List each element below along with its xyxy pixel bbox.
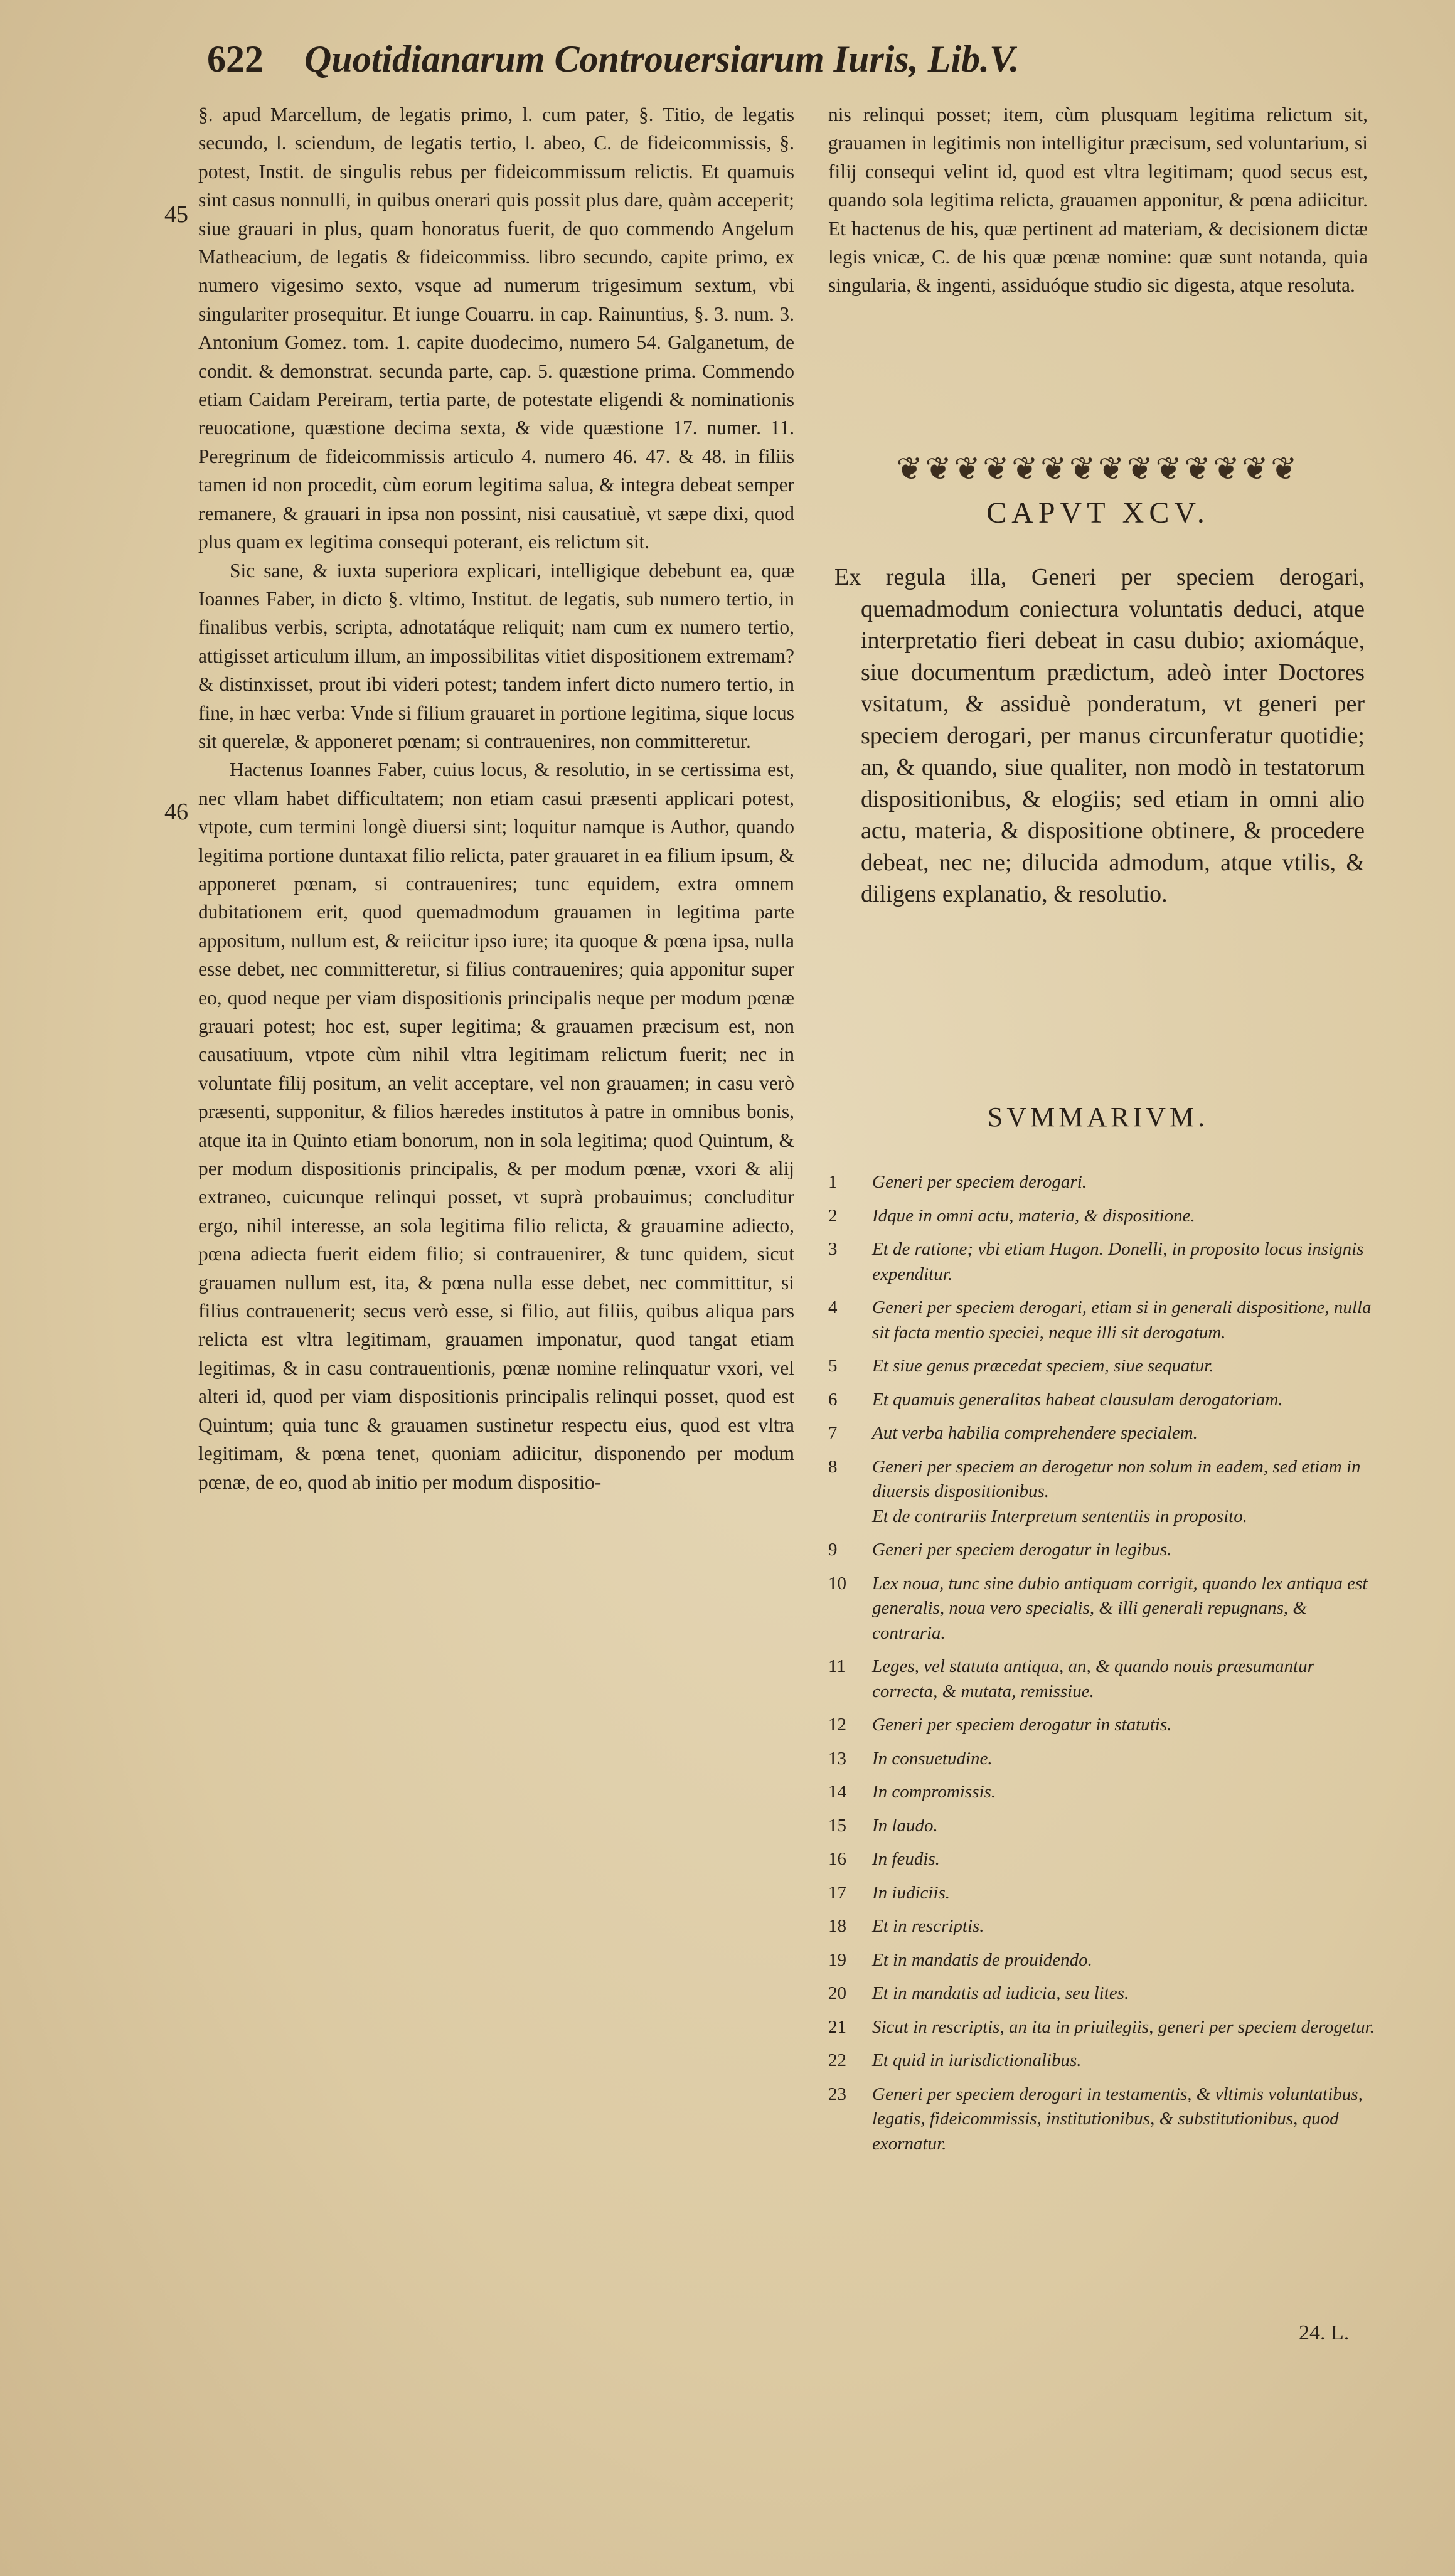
summarium-item-text: Et siue genus præcedat speciem, siue sequatur.: [872, 1356, 1214, 1376]
summarium-item-text: Et in mandatis de prouidendo.: [872, 1949, 1092, 1970]
summarium-item-number: 17: [828, 1882, 846, 1903]
summarium-item-number: 9: [828, 1540, 838, 1560]
summarium-item-number: 5: [828, 1356, 838, 1376]
summarium-item: [828, 2082, 1380, 2157]
summarium-item: [828, 1780, 1380, 1805]
page-number: 622: [207, 38, 264, 80]
summarium-item: [828, 1237, 1380, 1287]
catchword: 24. L.: [1299, 2321, 1350, 2344]
summarium-item-text: Generi per speciem derogari in testamentis, & vltimis voluntatibus, legatis, fideicommissis, institutionibus, & substitutionibus, quod exornatur.: [872, 2084, 1363, 2154]
summarium-item-number: 13: [828, 1748, 846, 1769]
summarium-item-number: 11: [828, 1656, 846, 1676]
summarium-item-text: Lex noua, tunc sine dubio antiquam corrigit, quando lex antiqua est generalis, noua vero specialis, & illi generali repugnans, & contraria.: [872, 1573, 1368, 1643]
summarium-item: [828, 1421, 1380, 1446]
margin-number-45: 45: [164, 201, 188, 228]
summarium-item: [828, 1296, 1380, 1345]
summarium-item: [828, 1455, 1380, 1504]
summarium-item-number: 7: [828, 1423, 838, 1443]
summarium-item: [828, 1538, 1380, 1563]
margin-number-46: 46: [164, 799, 188, 825]
summarium-item-text: Et quamuis generalitas habeat clausulam derogatoriam.: [872, 1389, 1283, 1410]
summarium-item: [828, 1747, 1380, 1772]
summarium-item: [828, 1572, 1380, 1646]
summarium-item-text: Et in mandatis ad iudicia, seu lites.: [872, 1983, 1129, 2003]
summarium-item-text: Generi per speciem derogari, etiam si in generali dispositione, nulla sit facta mentio speciei, neque illi sit derogatum.: [872, 1297, 1372, 1343]
summarium-item-text: In consuetudine.: [872, 1748, 993, 1769]
left-column: [198, 100, 794, 1496]
summarium-item-number: 15: [828, 1815, 846, 1836]
summarium-item-number: 3: [828, 1239, 838, 1259]
summarium-item-number: 4: [828, 1297, 838, 1317]
summarium-item-text: Generi per speciem an derogetur non solum in eadem, sed etiam in diuersis dispositionibus.: [872, 1456, 1361, 1501]
summarium-item-number: 20: [828, 1983, 846, 2003]
summarium-item-number: 10: [828, 1573, 846, 1594]
summarium-item-text: Et de ratione; vbi etiam Hugon. Donelli, in proposito locus insignis expenditur.: [872, 1239, 1364, 1284]
summarium-item: [828, 1713, 1380, 1738]
summarium-item-number: 12: [828, 1715, 846, 1735]
summarium-item: [828, 1881, 1380, 1906]
summarium-item-number: 14: [828, 1782, 846, 1802]
summarium-item: [828, 1504, 1380, 1530]
running-title: Quotidianarum Controuersiarum Iuris, Lib.V.: [304, 38, 1020, 80]
summarium-item: [828, 1170, 1380, 1195]
summarium-item-number: 16: [828, 1849, 846, 1869]
summarium-item: [828, 2015, 1380, 2040]
summarium-item-text: In laudo.: [872, 1815, 938, 1836]
summarium-item: [828, 1847, 1380, 1872]
summarium-item-text: In iudiciis.: [872, 1882, 951, 1903]
summarium-item-text: Idque in omni actu, materia, & dispositione.: [872, 1205, 1195, 1226]
summarium-item: [828, 1914, 1380, 1939]
summarium-item-number: 22: [828, 2050, 846, 2070]
summarium-list: [828, 1170, 1380, 2156]
summarium-item: [828, 1981, 1380, 2006]
summarium-item-number: 2: [828, 1205, 838, 1226]
summarium-item-text: Generi per speciem derogatur in legibus.: [872, 1540, 1172, 1560]
summarium-item-number: 19: [828, 1949, 846, 1970]
summarium-item-text: Aut verba habilia comprehendere specialem.: [872, 1423, 1198, 1443]
summarium-item-number: [828, 1504, 872, 1530]
summarium-heading: SVMMARIVM.: [987, 1102, 1209, 1132]
summarium-item-number: 1: [828, 1172, 838, 1192]
summarium-item: [828, 1948, 1380, 1973]
left-paragraph-3: Hactenus Ioannes Faber, cuius locus, & resolutio, in se certissima est, nec vllam habet difficultatem; non etiam casui præsenti applicari potest, vtpote, cum termini longè diuersi sint; loquitur namque is Author, quando legitima portione duntaxat filio relicta, pater grauaret in ea filium ipsum, & apponeret pœnam, si contrauenires; tunc equidem, extra omnem dubitationem erit, quod quemadmodum grauamen in legitima parte appositum, nullum est, & reiicitur ipso iure; ita quoque & pœna ipsa, nulla esse debet, nec committeretur, si filius contrauenires; quia apponitur super eo, quod neque per viam dispositionis principalis neque per modum pœnæ grauari potest; hoc est, super legitima; & grauamen præcisum est, non causatiuum, vtpote cùm nihil vltra legitimam relictum fuerit; nec in voluntate filij positum, an velit acceptare, vel non grauamen; in casu verò præsenti, supponitur, & filios hæredes institutos à patre in omnibus bonis, atque ita in Quinto etiam bonorum, non in sola legitima; quod Quintum, & per modum dispositionis principalis, & per modum pœnæ, vxori & alij extraneo, cuicunque relinqui posset, vt suprà probauimus; concluditur ergo, nihil interesse, an sola legitima filio relicta, & grauamine adiecto, pœna adiecta fuerit eidem filio; si contrauenirer, & tunc quidem, sicut grauamen nullum est, ita, & pœna nulla esse debet, nec committitur, si filius contrauenerit; secus verò esse, si filio, aut filiis, quibus aliqua pars relicta est vltra legitimam, grauamen imponatur, quod tangat etiam legitimas, & in casu contrauentionis, pœnæ nomine relinquatur vxori, vel alteri id, quod per viam dispositionis principalis relinqui posset, quod est Quintum; quia tunc & grauamen sustinetur respectu eius, quod est vltra legitimam, & pœna tenet, quoniam adiicitur, disponendo per modum pœnæ, de eo, quod ab initio per modum dispositio-: [198, 758, 794, 1493]
summarium-item-number: 8: [828, 1456, 838, 1477]
left-paragraph-2: Sic sane, & iuxta superiora explicari, intelligique debebunt ea, quæ Ioannes Faber, in dicto §. vltimo, Institut. de legatis, sub numero tertio, in finalibus verbis, scripta, adnotatáque reliquit; nam cum ex numero tertio, attigisset articulum illum, an impossibilitas vitiet dispositionem extremam? & distinxisset, prout ibi videri potest; tandem infert dicto numero tertio, in fine, in hæc verba: Vnde si filium grauaret in portione legitima, sique locus sit querelæ, & apponeret pœnam; si contrauenires, non committeretur.: [198, 559, 794, 752]
summarium-item-number: 21: [828, 2016, 846, 2037]
running-header: [207, 38, 1274, 94]
right-paragraph-1: nis relinqui posset; item, cùm plusquam legitima relictum sit, grauamen in legitimis non intelligitur præcisum, sed voluntarium, si filij consequi velint id, quod est vltra legitimam; quod secus est, quando sola legitima relicta, grauamen apponitur, & pœna adiicitur. Et hactenus de his, quæ pertinent ad materiam, & decisionem dictæ legis vnicæ, C. de his quæ pœnæ nomine: quæ sunt notanda, quia singularia, & ingenti, assiduóque studio sic digesta, atque resoluta.: [828, 104, 1368, 297]
summarium-item-number: 18: [828, 1916, 846, 1936]
summarium-item: [828, 1814, 1380, 1839]
summarium-item-text: In feudis.: [872, 1849, 940, 1869]
right-column-top: [828, 100, 1368, 300]
summarium-item-text: Generi per speciem derogatur in statutis.: [872, 1715, 1172, 1735]
summarium-item-text: In compromissis.: [872, 1782, 996, 1802]
summarium-item: [828, 1388, 1380, 1413]
summarium-item-text: Et in rescriptis.: [872, 1916, 984, 1936]
fleuron-ornament-band: ❦❦❦❦❦❦❦❦❦❦❦❦❦❦: [896, 451, 1300, 486]
summarium-item-text: Et quid in iurisdictionalibus.: [872, 2050, 1082, 2070]
summarium-item: [828, 1204, 1380, 1229]
summarium-item-text: Generi per speciem derogari.: [872, 1172, 1087, 1192]
chapter-heading: CAPVT XCV.: [986, 496, 1210, 530]
summarium-item-text: Leges, vel statuta antiqua, an, & quando nouis præsumantur correcta, & mutata, remissiue.: [872, 1656, 1314, 1701]
summarium-item-number: 6: [828, 1389, 838, 1410]
summarium-item-text: Et de contrariis Interpretum sententiis in proposito.: [872, 1506, 1247, 1526]
summarium-item: [828, 2048, 1380, 2073]
summarium-item-text: Sicut in rescriptis, an ita in priuilegiis, generi per speciem derogetur.: [872, 2016, 1375, 2037]
summarium-item: [828, 1654, 1380, 1704]
chapter-lead-text: Ex regula illa, Generi per speciem derogari, quemadmodum coniectura voluntatis deduci, atque interpretatio fieri debeat in casu dubio; axiomáque, siue documentum prædictum, adeò inter Doctores vsitatum, & assiduè ponderatum, vt generi per speciem derogari, per manus circunferatur quotidie; an, & quando, siue qualiter, non modò in testatorum dispositionibus, & elogiis; sed etiam in omni alio actu, materia, & dispositione obtinere, & procedere debeat, nec ne; dilucida admodum, atque vtilis, & diligens explanatio, & resolutio.: [834, 564, 1365, 907]
left-paragraph-1: §. apud Marcellum, de legatis primo, l. cum pater, §. Titio, de legatis secundo, l. sciendum, de legatis tertio, l. abeo, C. de fideicommissis, §. potest, Instit. de singulis rebus per fideicommissum relictis. Et quamuis sint casus nonnulli, in quibus onerari quis possit plus dare, quàm acceperit; siue grauari in plus, quam honoratus fuerit, de quo commendo Angelum Matheacium, de legatis & fideicommiss. libro secundo, capite primo, ex numero vigesimo sexto, vsque ad numerum trigesimum sextum, vbi singulariter prosequitur. Et iunge Couarru. in cap. Rainuntius, §. 3. num. 3. Antonium Gomez. tom. 1. capite duodecimo, numero 54. Galganetum, de condit. & demonstrat. secunda parte, cap. 5. quæstione prima. Commendo etiam Caidam Pereiram, tertia parte, de potestate eligendi & nominationis reuocatione, quæstione decima sexta, & vide quæstione 17. numer. 11. Peregrinum de fideicommissis articulo 4. numero 46. 47. & 48. in filiis tamen id non procedit, cùm eorum legitima salua, & integra debeat semper remanere, & grauari in ipsa non possint, nisi causatiuè, vt sæpe dixi, quod plus quam ex legitima consequi poterant, eis relictum sit.: [198, 104, 794, 553]
summarium-item: [828, 1354, 1380, 1379]
summarium-item-number: 23: [828, 2084, 846, 2104]
